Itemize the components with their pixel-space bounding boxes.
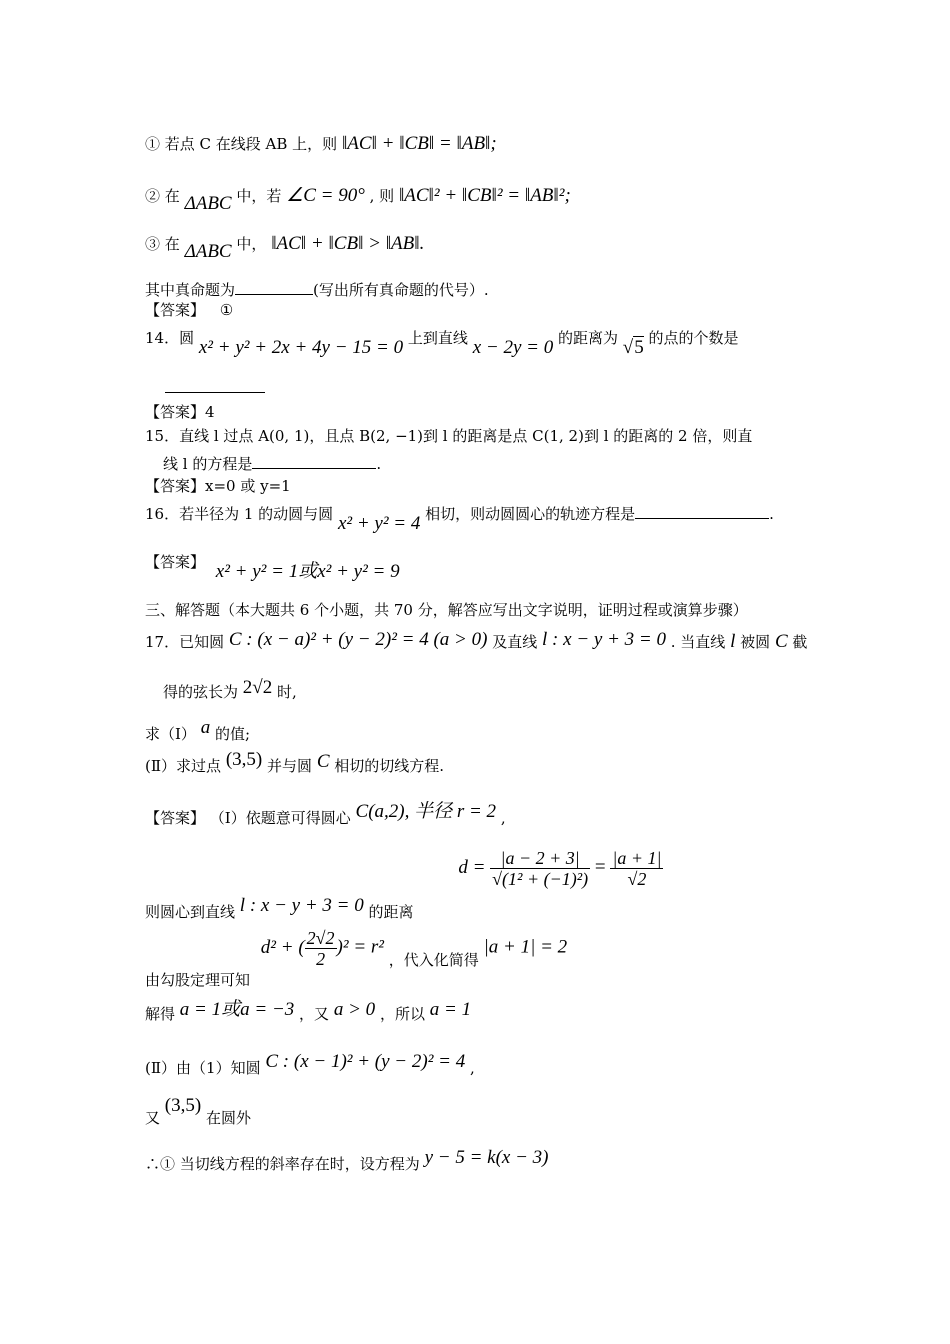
question-17-text5: 截 [792, 633, 808, 651]
fraction2-denominator: √2 [627, 869, 647, 889]
question-17-part1-suffix: 的值; [215, 725, 251, 743]
proposition-2 [145, 185, 571, 214]
solution-step1-math: C(a,2), 半径 r = 2 [355, 801, 497, 822]
proposition-1-text: ① 若点 C 在线段 AB 上，则 [145, 135, 338, 153]
solution-step4-mid1: ，又 [299, 1005, 330, 1023]
solution-step6-point: (3,5) [164, 1095, 202, 1116]
question-14-text2: 的距离为 [557, 329, 618, 347]
solution-step3-mid: ，代入化简得 [388, 950, 479, 969]
proposition-2-prefix: ② 在 [145, 187, 180, 205]
solution-distance-fraction2 [610, 848, 663, 889]
question-17-part2-suffix: 相切的切线方程. [334, 757, 445, 775]
question-16 [145, 502, 774, 534]
question-14-line-equation: x − 2y = 0 [472, 337, 554, 358]
question-15-text: 15．直线 l 过点 A(0, 1)，且点 B(2, −1)到 l 的距离是点 C(1, 2)到 l 的距离的 2 倍，则直 [145, 427, 753, 445]
solution-step4-result: a = 1 [429, 999, 472, 1020]
answer-value: x=0 或 y=1 [205, 477, 291, 495]
question-15-text2: 线 l 的方程是 [163, 455, 253, 473]
fraction1-numerator: |a − 2 + 3| [490, 848, 590, 869]
question-17-text4: 被圆 [740, 633, 771, 651]
proposition-2-triangle: ΔABC [184, 193, 232, 214]
step3-denominator: 2 [316, 949, 326, 969]
solution-step3-rhs: )² = r² [336, 936, 384, 958]
solution-step2-line: l : x − y + 3 = 0 [239, 894, 364, 916]
question-15-line2 [163, 452, 381, 474]
question-17-C: C [774, 631, 788, 652]
question-17-l: l [730, 631, 736, 652]
question-13-prefix: 其中真命题为 [145, 281, 236, 299]
proposition-2-mid: 中，若 [236, 187, 282, 205]
solution-step2-text: 则圆心到直线 [145, 902, 236, 921]
solution-step4-text: 解得 [145, 1005, 176, 1023]
solution-step3-text: 由勾股定理可知 [145, 970, 251, 989]
solution-17-step4 [145, 999, 472, 1023]
question-14-text3: 的点的个数是 [648, 329, 739, 347]
solution-distance-fraction1 [490, 848, 590, 889]
section-3-heading: 三、解答题（本大题共 6 个小题，共 70 分，解答应写出文字说明，证明过程或演算步骤） [145, 601, 748, 619]
proposition-2-then: , 则 [369, 187, 395, 205]
answer-blank [635, 502, 769, 519]
solution-step4-roots: a = 1或a = −3 [179, 999, 295, 1020]
solution-17-step7 [145, 1147, 549, 1173]
question-17-part1-var: a [200, 717, 211, 738]
proposition-3-triangle: ΔABC [184, 241, 232, 262]
answer-13 [145, 300, 233, 320]
answer-label: 【答案】 [145, 553, 206, 571]
question-14: 14．圆 x² + y² + 2x + 4y − 15 = 0 上到直线 x − 2y = 0 的距离为 √5 的点的个数是 [145, 329, 739, 358]
question-17-text6: 得的弦长为 [163, 683, 239, 701]
solution-step5-end: , [470, 1059, 475, 1077]
solution-step7-equation: y − 5 = k(x − 3) [424, 1147, 549, 1168]
solution-step1-end: , [500, 809, 506, 827]
question-16-circle-equation: x² + y² = 4 [337, 513, 421, 534]
solution-17-step6 [145, 1095, 251, 1127]
question-17-text1: 17．已知圆 [145, 633, 225, 651]
question-17-circle-equation: C : (x − a)² + (y − 2)² = 4 (a > 0) [228, 629, 488, 650]
solution-step6-text: 又 [145, 1109, 161, 1127]
question-17-line-equation: l : x − y + 3 = 0 [542, 629, 666, 650]
question-15-end: . [376, 455, 382, 473]
question-15-line1 [145, 426, 752, 446]
question-17-chord-length: 2√2 [242, 677, 273, 698]
solution-17-step2 [145, 848, 663, 921]
answer-value: ① [219, 301, 234, 319]
solution-17-step5 [145, 1051, 475, 1077]
proposition-2-angle: ∠C = 90° [286, 185, 365, 206]
solution-step4-mid2: ，所以 [379, 1005, 425, 1023]
proposition-1 [145, 134, 497, 154]
question-17-part2 [145, 749, 445, 776]
question-17-part1 [145, 717, 251, 744]
answer-label: 【答案】 [145, 403, 206, 421]
solution-step2-mid: 的距离 [368, 902, 414, 921]
question-17-text2: 及直线 [492, 633, 538, 651]
solution-step3-result: |a + 1| = 2 [483, 936, 568, 958]
question-14-blank-line [145, 376, 265, 398]
answer-label: 【答案】 [145, 477, 206, 495]
solution-step7-text: ∴① 当切线方程的斜率存在时，设方程为 [145, 1155, 420, 1173]
solution-step3-lhs: d² + ( [260, 936, 305, 958]
solution-17-step1 [145, 801, 506, 828]
proposition-3 [145, 233, 425, 262]
question-14-distance: 5 [634, 337, 644, 358]
question-17-text7: 时, [277, 683, 297, 701]
answer-value: 4 [205, 403, 215, 421]
proposition-1-formula: ‖AC‖ + ‖CB‖ = ‖AB‖; [341, 133, 497, 154]
question-17-text3: . 当直线 [670, 633, 726, 651]
solution-step5-text: (Ⅱ）由（1）知圆 [145, 1059, 261, 1077]
question-17-part2-C: C [316, 751, 330, 772]
fraction2-numerator: |a + 1| [612, 848, 662, 868]
question-14-number: 14．圆 [145, 329, 195, 347]
question-17-part1-prefix: 求（Ⅰ） [145, 725, 196, 743]
fraction1-denominator: √(1² + (−1)²) [492, 869, 589, 889]
proposition-3-prefix: ③ 在 [145, 235, 180, 253]
step3-numerator: 2√2 [306, 928, 335, 948]
solution-distance-d: d = [458, 856, 486, 878]
question-14-text1: 上到直线 [407, 329, 468, 347]
solution-step6-suffix: 在圆外 [205, 1109, 251, 1127]
answer-16 [145, 552, 400, 582]
question-13-suffix: (写出所有真命题的代号）. [313, 281, 489, 299]
answer-blank [165, 376, 265, 393]
answer-label: 【答案】 [145, 809, 206, 827]
answer-blank [252, 452, 376, 469]
solution-step1-text: （Ⅰ）依题意可得圆心 [209, 809, 351, 827]
question-17-point: (3,5) [225, 749, 263, 770]
question-16-end: . [769, 505, 774, 523]
answer-14 [145, 402, 215, 422]
question-16-text1: 16．若半径为 1 的动圆与圆 [145, 505, 334, 523]
question-13-tail [145, 278, 489, 300]
question-17-line1 [145, 629, 808, 652]
solution-step5-circle: C : (x − 1)² + (y − 2)² = 4 [265, 1051, 466, 1072]
answer-blank [235, 278, 313, 295]
question-14-circle-equation: x² + y² + 2x + 4y − 15 = 0 [198, 337, 404, 358]
answer-15 [145, 476, 291, 496]
question-17-part2-prefix: (Ⅱ）求过点 [145, 757, 222, 775]
answer-value: x² + y² = 1或x² + y² = 9 [215, 561, 400, 582]
proposition-3-formula: ‖AC‖ + ‖CB‖ > ‖AB‖. [271, 233, 425, 254]
answer-label: 【答案】 [145, 301, 206, 319]
equals-sign: = [594, 856, 606, 878]
solution-17-step3 [145, 928, 568, 989]
proposition-2-formula: ‖AC‖² + ‖CB‖² = ‖AB‖²; [398, 185, 571, 206]
question-16-text2: 相切，则动圆圆心的轨迹方程是 [425, 505, 636, 523]
question-17-line2 [163, 677, 297, 702]
question-17-part2-mid: 并与圆 [267, 757, 313, 775]
proposition-3-mid: 中， [236, 235, 267, 253]
solution-step3-fraction [305, 928, 337, 969]
solution-step4-condition: a > 0 [333, 999, 376, 1020]
